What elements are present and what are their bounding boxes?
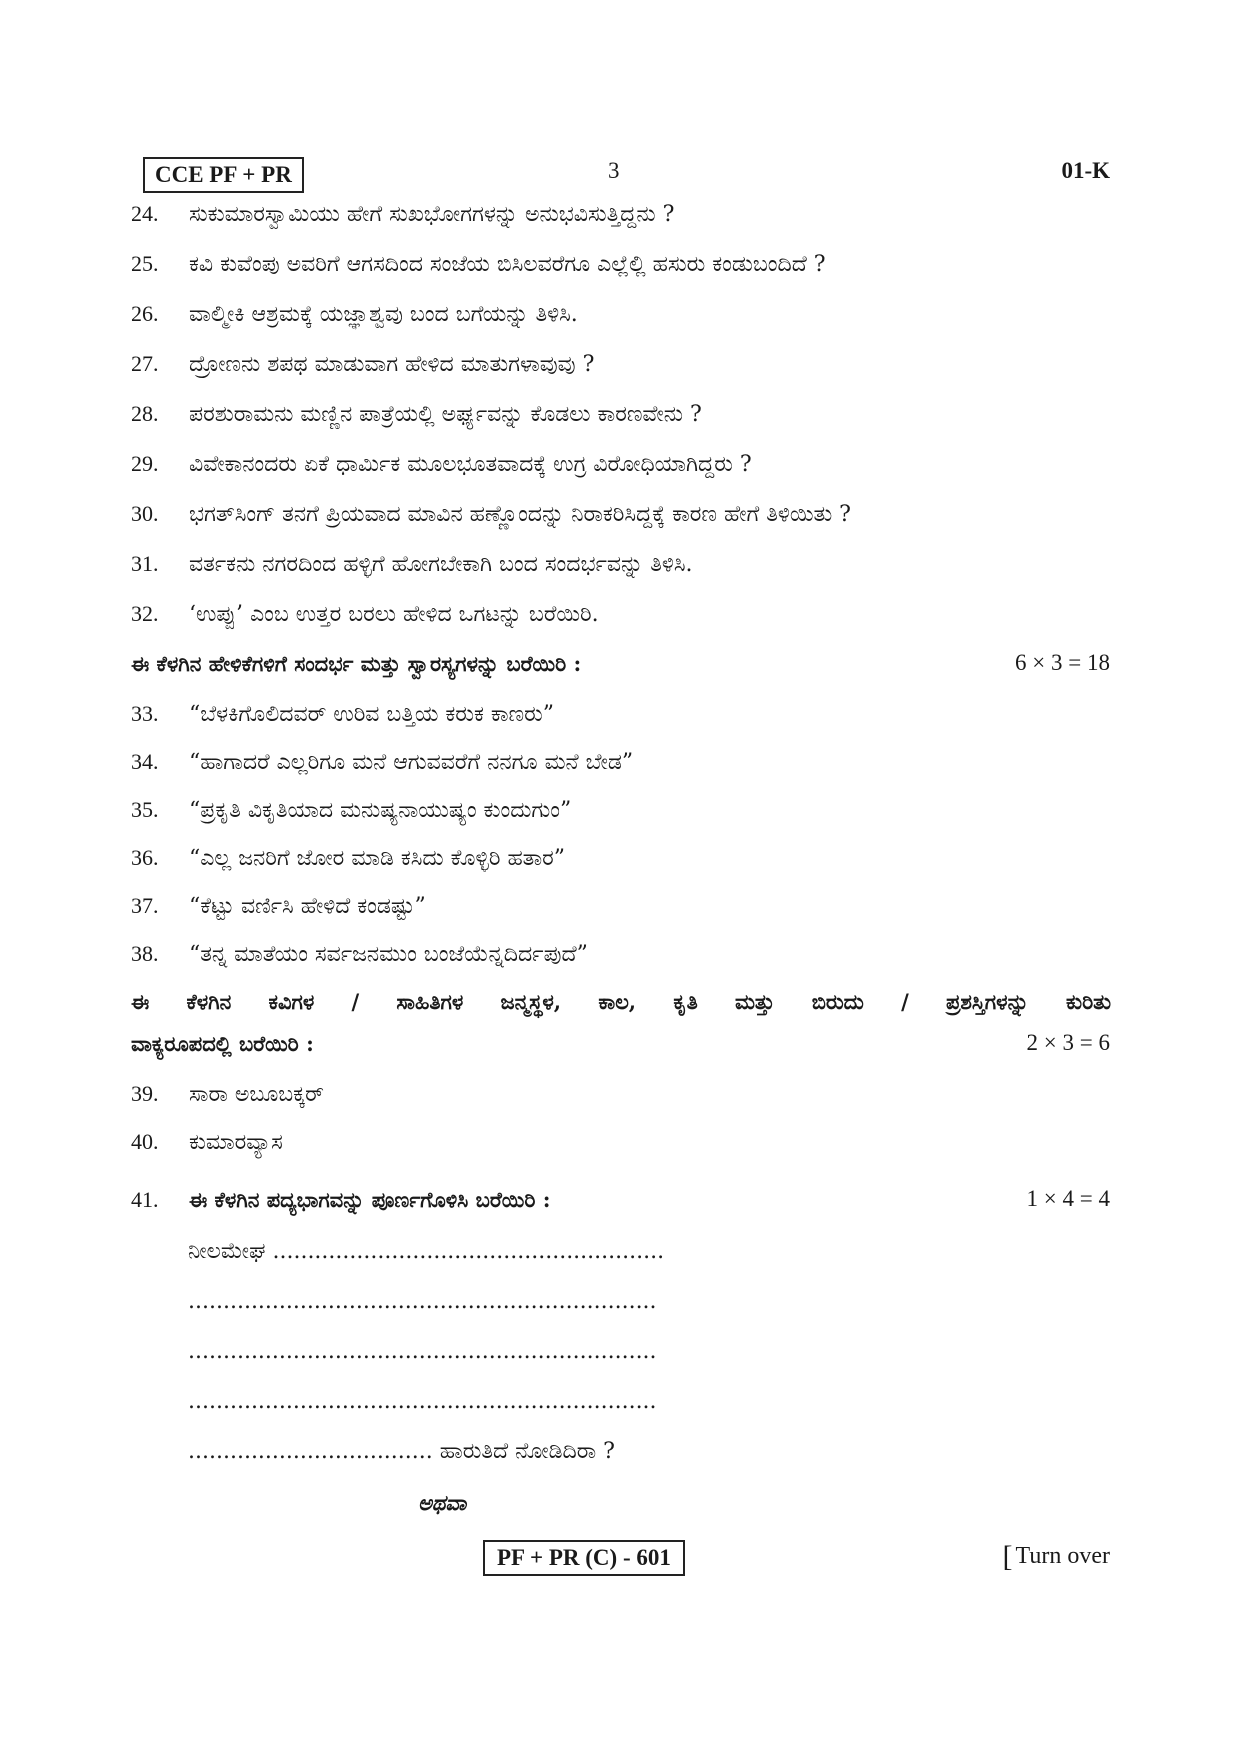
question-number: 27. xyxy=(131,351,159,376)
section-c-heading-line1: ಈ ಕೆಳಗಿನ ಕವಿಗಳ / ಸಾಹಿತಿಗಳ ಜನ್ಮಸ್ಥಳ, ಕಾಲ, ಕೃತಿ ಮತ್ತು ಬಿರುದು / ಪ್ರಶಸ್ತಿಗಳನ್ನು ಕುರಿತು xyxy=(131,989,1111,1014)
section-c-marks: 2 × 3 = 6 xyxy=(1026,1030,1110,1055)
section-b-title: ಈ ಕೆಳಗಿನ ಹೇಳಿಕೆಗಳಿಗೆ ಸಂದರ್ಭ ಮತ್ತು ಸ್ವಾರಸ್ಯಗಳನ್ನು ಬರೆಯಿರಿ : xyxy=(131,651,582,676)
poem-line-4: ................................................................... xyxy=(188,1389,657,1414)
question-41-marks: 1 × 4 = 4 xyxy=(1026,1186,1110,1211)
or-separator: ಅಥವಾ xyxy=(418,1490,467,1515)
question-26 xyxy=(131,299,1111,330)
question-text: ಈ ಕೆಳಗಿನ ಪದ್ಯಭಾಗವನ್ನು ಪೂರ್ಣಗೊಳಿಸಿ ಬರೆಯಿರಿ : xyxy=(189,1187,551,1212)
question-text: ಸುಕುಮಾರಸ್ವಾಮಿಯು ಹೇಗೆ ಸುಖಭೋಗಗಳನ್ನು ಅನುಭವಿಸುತ್ತಿದ್ದನು ? xyxy=(189,202,675,227)
page-number: 3 xyxy=(608,158,620,183)
turn-over-note xyxy=(1003,1540,1110,1574)
question-38 xyxy=(131,939,1111,970)
question-41 xyxy=(131,1185,1111,1216)
question-number: 29. xyxy=(131,451,159,476)
question-40 xyxy=(131,1127,1111,1158)
question-number: 35. xyxy=(131,797,159,822)
question-27 xyxy=(131,349,1111,380)
question-number: 41. xyxy=(131,1187,159,1212)
question-text: ‘ಉಪ್ಪು’ ಎಂಬ ಉತ್ತರ ಬರಲು ಹೇಳಿದ ಒಗಟನ್ನು ಬರೆಯಿರಿ. xyxy=(189,602,599,627)
section-b-marks: 6 × 3 = 18 xyxy=(1015,650,1110,675)
question-28 xyxy=(131,399,1111,430)
question-34 xyxy=(131,747,1111,778)
question-number: 24. xyxy=(131,201,159,226)
question-number: 30. xyxy=(131,501,159,526)
question-39 xyxy=(131,1079,1111,1110)
question-number: 36. xyxy=(131,845,159,870)
question-number: 32. xyxy=(131,601,159,626)
question-36 xyxy=(131,843,1111,874)
header-paper-code: CCE PF + PR xyxy=(143,157,304,193)
question-text: ವರ್ತಕನು ನಗರದಿಂದ ಹಳ್ಳಿಗೆ ಹೋಗಬೇಕಾಗಿ ಬಂದ ಸಂದರ್ಭವನ್ನು ತಿಳಿಸಿ. xyxy=(189,552,693,577)
question-25 xyxy=(131,249,1111,280)
question-text: “ತನ್ನ ಮಾತೆಯಂ ಸರ್ವಜನಮುಂ ಬಂಜೆಯೆನ್ನದಿರ್ದಪುದೆ” xyxy=(189,942,588,967)
question-number: 31. xyxy=(131,551,159,576)
question-31 xyxy=(131,549,1111,580)
question-text: ವಾಲ್ಮೀಕಿ ಆಶ್ರಮಕ್ಕೆ ಯಜ್ಞಾಶ್ವವು ಬಂದ ಬಗೆಯನ್ನು ತಿಳಿಸಿ. xyxy=(189,302,578,327)
question-number: 28. xyxy=(131,401,159,426)
section-c-heading-line2: ವಾಕ್ಯರೂಪದಲ್ಲಿ ಬರೆಯಿರಿ : xyxy=(131,1031,314,1056)
poem-line-1: ನೀಲಮೇಘ ........................................................ xyxy=(188,1239,665,1264)
question-number: 33. xyxy=(131,701,159,726)
question-32 xyxy=(131,599,1111,630)
question-number: 26. xyxy=(131,301,159,326)
question-text: “ಪ್ರಕೃತಿ ವಿಕೃತಿಯಾದ ಮನುಷ್ಯನಾಯುಷ್ಯಂ ಕುಂದುಗುಂ” xyxy=(189,798,572,823)
question-number: 25. xyxy=(131,251,159,276)
question-text: ವಿವೇಕಾನಂದರು ಏಕೆ ಧಾರ್ಮಿಕ ಮೂಲಭೂತವಾದಕ್ಕೆ ಉಗ್ರ ವಿರೋಧಿಯಾಗಿದ್ದರು ? xyxy=(189,452,752,477)
question-text: “ಕೆಟ್ಟು ವರ್ಣಿಸಿ ಹೇಳಿದೆ ಕಂಡಷ್ಟು” xyxy=(189,894,426,919)
question-30 xyxy=(131,499,1111,530)
question-text: “ಹಾಗಾದರೆ ಎಲ್ಲರಿಗೂ ಮನೆ ಆಗುವವರೆಗೆ ನನಗೂ ಮನೆ ಬೇಡ” xyxy=(189,750,634,775)
question-number: 34. xyxy=(131,749,159,774)
turn-over-text: Turn over xyxy=(1015,1543,1110,1569)
question-number: 38. xyxy=(131,941,159,966)
question-number: 39. xyxy=(131,1081,159,1106)
footer-question-paper-code: PF + PR (C) - 601 xyxy=(483,1540,685,1576)
poem-line-2: ................................................................... xyxy=(188,1289,657,1314)
bracket-glyph: [ xyxy=(1002,1540,1013,1573)
header-language-code: 01-K xyxy=(1061,158,1110,183)
question-33 xyxy=(131,699,1111,730)
question-text: “ಎಲ್ಲ ಜನರಿಗೆ ಜೋರ ಮಾಡಿ ಕಸಿದು ಕೊಳ್ಳಿರಿ ಹತಾರ” xyxy=(189,846,565,871)
question-35 xyxy=(131,795,1111,826)
question-text: “ಬೆಳಕಿಗೊಲಿದವರ್ ಉರಿವ ಬತ್ತಿಯ ಕರುಕ ಕಾಣರು” xyxy=(189,702,554,727)
question-24 xyxy=(131,199,1111,230)
question-text: ಕವಿ ಕುವೆಂಪು ಅವರಿಗೆ ಆಗಸದಿಂದ ಸಂಜೆಯ ಬಿಸಿಲವರೆಗೂ ಎಲ್ಲೆಲ್ಲಿ ಹಸುರು ಕಂಡುಬಂದಿದೆ ? xyxy=(189,252,826,277)
question-text: ಪರಶುರಾಮನು ಮಣ್ಣಿನ ಪಾತ್ರೆಯಲ್ಲಿ ಅರ್ಘ್ಯವನ್ನು ಕೊಡಲು ಕಾರಣವೇನು ? xyxy=(189,402,702,427)
question-29 xyxy=(131,449,1111,480)
question-number: 37. xyxy=(131,893,159,918)
question-text: ಭಗತ್‌ಸಿಂಗ್ ತನಗೆ ಪ್ರಿಯವಾದ ಮಾವಿನ ಹಣ್ಣೊಂದನ್ನು ನಿರಾಕರಿಸಿದ್ದಕ್ಕೆ ಕಾರಣ ಹೇಗೆ ತಿಳಿಯಿತು ? xyxy=(189,502,851,527)
question-text: ಸಾರಾ ಅಬೂಬಕ್ಕರ್ xyxy=(189,1082,324,1107)
question-number: 40. xyxy=(131,1129,159,1154)
question-37 xyxy=(131,891,1111,922)
poem-line-3: ................................................................... xyxy=(188,1339,657,1364)
poem-line-5: ................................... ಹಾರುತಿದೆ ನೋಡಿದಿರಾ ? xyxy=(188,1439,615,1464)
question-text: ದ್ರೋಣನು ಶಪಥ ಮಾಡುವಾಗ ಹೇಳಿದ ಮಾತುಗಳಾವುವು ? xyxy=(189,352,595,377)
section-b-heading xyxy=(131,649,1111,679)
question-text: ಕುಮಾರವ್ಯಾಸ xyxy=(189,1130,283,1155)
